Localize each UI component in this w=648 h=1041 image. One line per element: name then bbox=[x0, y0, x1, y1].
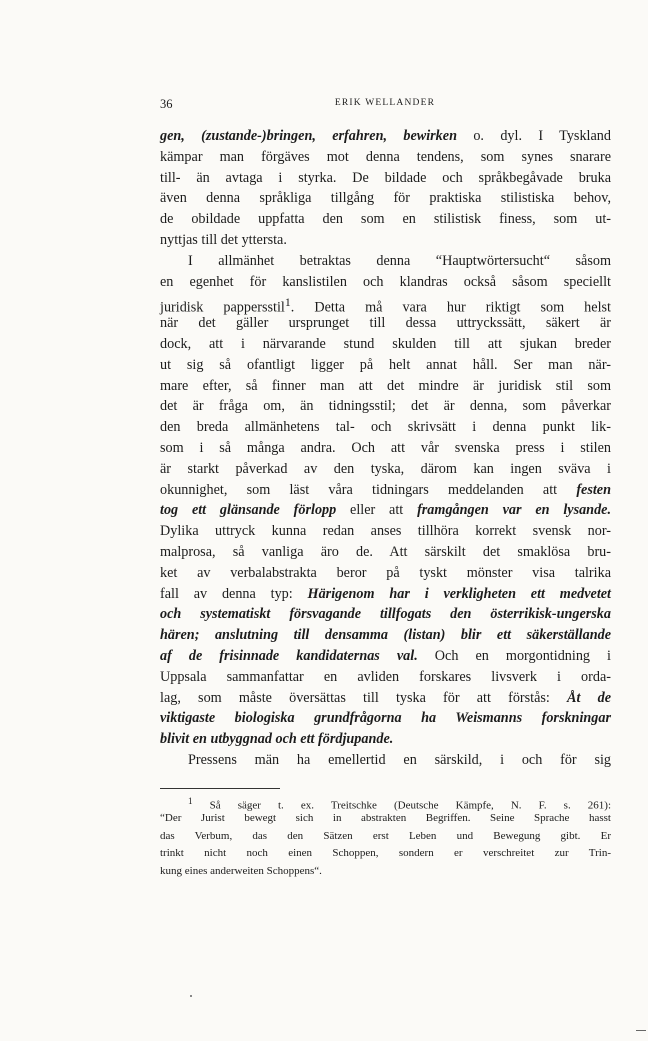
text-line: okunnighet, som läst våra tidningars meddelanden att festen bbox=[160, 481, 611, 498]
text-line: Uppsala sammanfattar en avliden forskares livsverk i orda- bbox=[160, 668, 611, 685]
text-line: när det gäller ursprunget till dessa uttryckssätt, säkert är bbox=[160, 315, 611, 332]
text-line: är starkt påverkad av den tyska, därom kan ingen sväva i bbox=[160, 460, 611, 477]
footnote-line: das Verbum, das den Sätzen erst Leben und Bewegung gibt. Er bbox=[160, 829, 611, 842]
text-line: ut sig så ofantligt ligger på helt annat håll. Ser man när- bbox=[160, 356, 611, 373]
text-line: en egenhet för kanslistilen och klandras också såsom speciellt bbox=[160, 273, 611, 290]
footnote-line: “Der Jurist bewegt sich in abstrakten Begriffen. Seine Sprache hasst bbox=[160, 812, 611, 825]
italic-phrase: Åt de bbox=[567, 689, 612, 706]
text-line: malprosa, så vanliga äro de. Att särskilt det smaklösa bru- bbox=[160, 543, 611, 560]
footnote-line: trinkt nicht noch einen Schoppen, sondern er verschreitet zur Trin- bbox=[160, 847, 611, 860]
text-line: ket av verbalabstrakta beror på tyskt mönster visa talrika bbox=[160, 564, 611, 581]
footnote bbox=[160, 793, 611, 880]
body-text bbox=[160, 126, 611, 771]
text-line: gen, (zustande-)bringen, erfahren, bewirken o. dyl. I Tyskland bbox=[160, 128, 611, 144]
italic-phrase: festen bbox=[576, 481, 611, 498]
running-head: ERIK WELLANDER bbox=[334, 98, 436, 108]
text-line: dock, att i närvarande stund skulden till att sjukan breder bbox=[160, 335, 611, 352]
italic-phrase: framgången var en lysande. bbox=[417, 502, 612, 519]
text-line: tog ett glänsande förlopp eller att framgången var en lysande. bbox=[160, 502, 612, 519]
scan-speck bbox=[190, 995, 192, 997]
italic-phrase: viktigaste biologiska grundfrågorna ha Weismanns forskningar bbox=[160, 710, 611, 727]
footnote-ref: 1 bbox=[284, 295, 291, 310]
text-line: som i så många andra. Och att vår svenska press i stilen bbox=[160, 439, 611, 456]
page-header bbox=[160, 97, 610, 113]
italic-phrase: Härigenom har i verkligheten ett medvetet bbox=[307, 585, 611, 602]
italic-phrase: gen, (zustande-)bringen, erfahren, bewirken bbox=[160, 128, 457, 144]
text-line: det är fråga om, än tidningsstil; det är denna, som påverkar bbox=[160, 398, 611, 415]
scan-mark bbox=[636, 1030, 646, 1031]
footnote-divider bbox=[160, 788, 280, 789]
text-line: de obildade uppfatta den som en stilistisk finess, som ut- bbox=[160, 211, 611, 228]
text-line: lag, som måste översättas till tyska för att förstås: Åt de bbox=[160, 689, 612, 706]
italic-phrase: och systematiskt försvagande tillfogats den österrikisk-ungerska bbox=[160, 606, 611, 623]
text-line: fall av denna typ: Härigenom har i verkligheten ett medvetet bbox=[160, 585, 611, 602]
text-line: juridisk pappersstil$^1$. Detta må vara hur riktigt som helst bbox=[160, 295, 611, 317]
text-line: nyttjas till det yttersta. bbox=[160, 231, 287, 248]
text-line bbox=[160, 729, 611, 750]
italic-phrase: af de frisinnade kandidaternas val. bbox=[160, 647, 418, 664]
footnote-line: $^1$ Så säger t. ex. Treitschke (Deutsche Kämpfe, N. F. s. 261): bbox=[188, 796, 611, 812]
text-line: mare efter, så finner man att det mindre är juridisk stil som bbox=[160, 377, 611, 394]
text-line bbox=[160, 625, 611, 646]
text-line: I allmänhet betraktas denna “Hauptwörtersucht“ såsom bbox=[188, 252, 611, 269]
text-line: Pressens män ha emellertid en särskild, i och för sig bbox=[188, 751, 611, 768]
text-line: den breda allmänhetens tal- och skrivsätt i denna punkt lik- bbox=[160, 419, 611, 436]
text-line: Dylika uttryck kunna redan anses tillhöra korrekt svensk nor- bbox=[160, 523, 611, 540]
italic-phrase: blivit en utbyggnad och ett fördjupande. bbox=[160, 731, 394, 748]
text-line bbox=[160, 604, 611, 625]
page-number: 36 bbox=[160, 97, 173, 111]
italic-phrase: hären; anslutning till densamma (listan) blir ett säkerställande bbox=[160, 627, 611, 644]
text-line: till- än avtaga i styrka. De bildade och språkbegåvade bruka bbox=[160, 169, 611, 186]
text-line: även denna språkliga tillgång för praktiska stilistiska behov, bbox=[160, 190, 611, 207]
italic-phrase: tog ett glänsande förlopp bbox=[160, 502, 337, 519]
text-line bbox=[160, 708, 611, 729]
text-line: af de frisinnade kandidaternas val. Och en morgontidning i bbox=[160, 647, 611, 664]
footnote-marker: 1 bbox=[188, 796, 193, 806]
footnote-line: kung eines anderweiten Schoppens“. bbox=[160, 864, 322, 877]
text-line: kämpar man förgäves mot denna tendens, som synes snarare bbox=[160, 148, 611, 165]
